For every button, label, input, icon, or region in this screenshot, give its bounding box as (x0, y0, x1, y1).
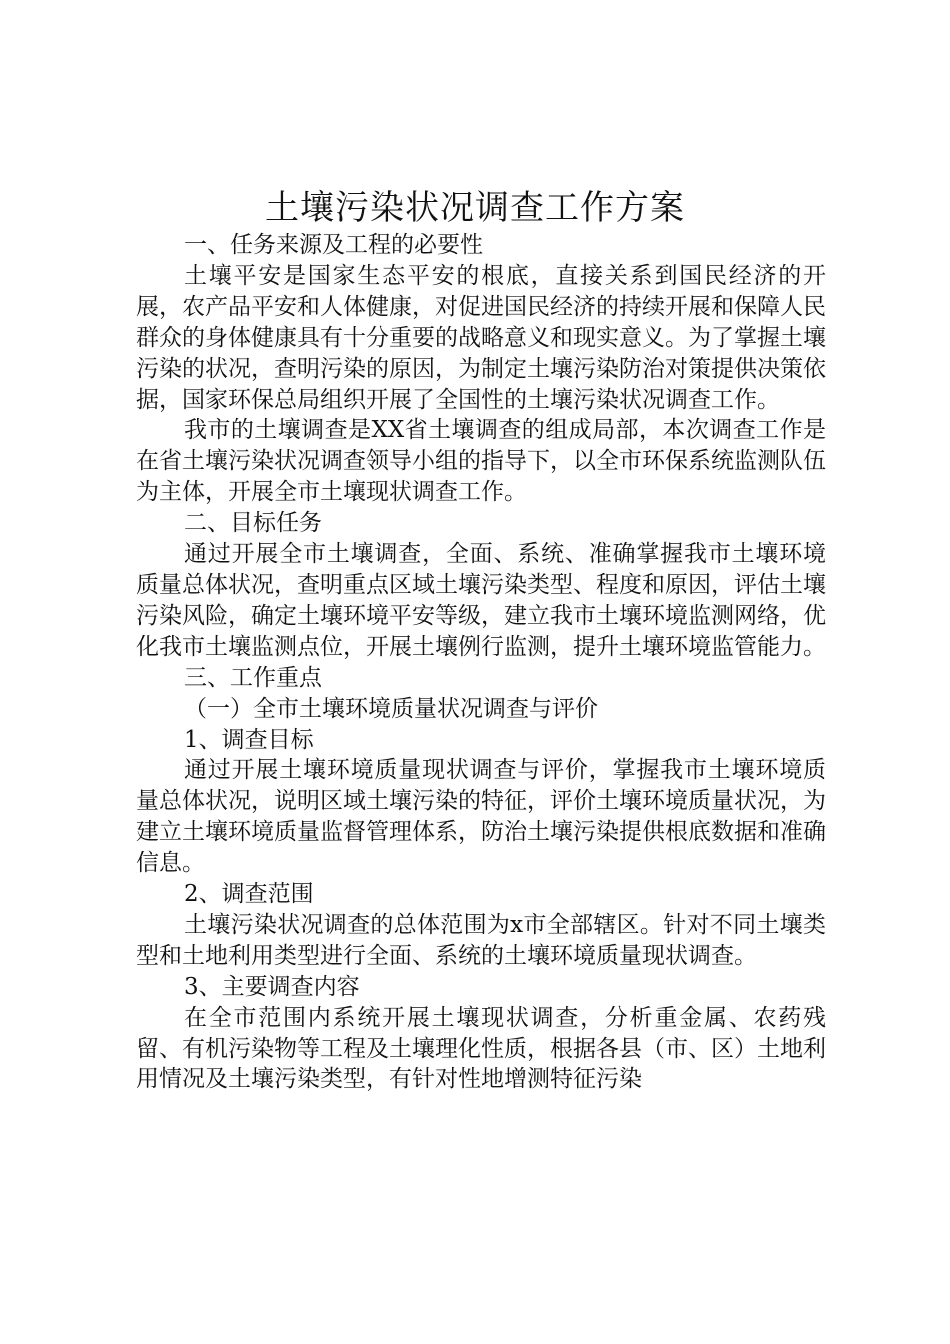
item-heading-1: 1、调查目标 (184, 726, 314, 753)
paragraph-survey-content: 在全市范围内系统开展土壤现状调查，分析重金属、农药残留、有机污染物等工程及土壤理化性质，根据各县（市、区）土地利用情况及土壤污染类型，有针对性地增测特征污染 (136, 1004, 826, 1093)
paragraph-objectives: 通过开展全市土壤调查，全面、系统、准确掌握我市土壤环境质量总体状况，查明重点区域土壤污染类型、程度和原因，评估土壤污染风险，确定土壤环境平安等级，建立我市土壤环境监测网络，优化我市土壤监测点位，开展土壤例行监测，提升土壤环境监管能力。 (136, 541, 826, 660)
paragraph-city-survey: 我市的土壤调查是XX省土壤调查的组成局部，本次调查工作是在省土壤污染状况调查领导小组的指导下，以全市环保系统监测队伍为主体，开展全市土壤现状调查工作。 (136, 417, 826, 506)
paragraph-survey-goal: 通过开展土壤环境质量现状调查与评价，掌握我市土壤环境质量总体状况，说明区域土壤污染的特征，评价土壤环境质量状况，为建立土壤环境质量监督管理体系，防治土壤污染提供根底数据和准确信息。 (136, 757, 826, 877)
paragraph-survey-scope: 土壤污染状况调查的总体范围为x市全部辖区。针对不同土壤类型和土地利用类型进行全面、系统的土壤环境质量现状调查。 (136, 911, 826, 969)
section-heading-2: 二、目标任务 (184, 510, 322, 537)
item-heading-2: 2、调查范围 (184, 881, 314, 908)
section-heading-1: 一、任务来源及工程的必要性 (184, 232, 483, 258)
paragraph-background: 土壤平安是国家生态平安的根底，直接关系到国民经济的开展，农产品平安和人体健康，对促进国民经济的持续开展和保障人民群众的身体健康具有十分重要的战略意义和现实意义。为了掌握土壤污染的状况，查明污染的原因，为制定土壤污染防治对策提供决策依据，国家环保总局组织开展了全国性的土壤污染状况调查工作。 (136, 262, 826, 413)
item-heading-3: 3、主要调查内容 (184, 973, 360, 1000)
document-title: 土壤污染状况调查工作方案 (265, 188, 685, 228)
subsection-heading-1: （一）全市土壤环境质量状况调查与评价 (184, 695, 598, 722)
section-heading-3: 三、工作重点 (184, 664, 322, 691)
document-body (136, 230, 826, 1095)
